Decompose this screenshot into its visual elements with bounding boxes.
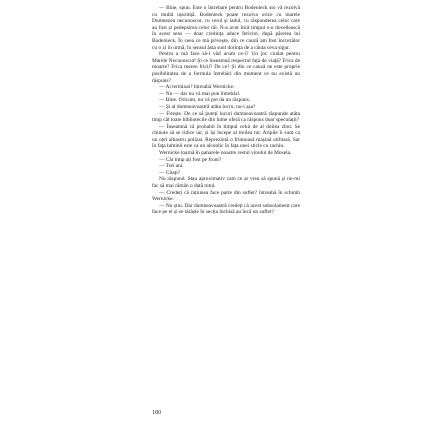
paragraph: — Înseamnă că probabil în timpul celui de al doilea zbor. Se chinuie să se ridice iar, și își începe al treilea tur. Aripile îi sunt ca un oțel albastru polizat. Reprezintă o frumoasă mașină utilitară. Sar în fața luminii este ca un alcoolic în fața unei sticle cu rachiu. (152, 123, 300, 150)
text-column (152, 5, 300, 401)
paragraph: — Nu știu. Dar dumneavoastră credeți că acest subsolament care face pe el și se târăște în secția închisă au încă un suflet? (152, 202, 300, 216)
paragraph: — Nu — dar nu vă mai pun întrebări. (159, 90, 241, 97)
paragraph: — Cât timp ați fost pe front? (159, 156, 222, 163)
page-number: 180 (152, 410, 161, 416)
paragraph: — Bine. Oricum, nu vă pot da un răspuns. (159, 97, 251, 104)
paragraph: — Ai terminat? întreabă Wernicke. (159, 84, 235, 91)
paragraph: — Credeți că rațiunea face parte din suflet? întreabă în schimb Wernicke. (152, 189, 300, 203)
paragraph: Wernicke toarnă în paharele noastre restul vinului de Mosela. (159, 150, 292, 157)
paragraph: Nu răspund. Stau aproximativ cam ce ar vrea să spună și nu-mi fac să mai rămân o dată totul. (152, 176, 300, 190)
paragraph: — Și al dumneavoastră atâta lucru, nu-i așa? (159, 103, 256, 110)
paragraph: Pentru a mă face să-l văd acum ce-i? Un joc ciudat pentru Marele Necunoscut! Și ce înseamnă respectul față de viață? Frica de moarte? Frica mereu fricii? De ce? Și din ce cauză ne este proprie posibilitatea de a formula întrebări din moment ce nu există un răspuns? (152, 51, 300, 84)
paragraph: — Bine, spun. Este o întrebare pentru Bodenleck sto vă rezolvă cu multă ușurință. Bodenleck poate rezolva orice cu marele Dumnezeu necunoscut, cu cerul și iadul, cu răspunderea celor care au fost și pedepsirea celor răi. N-a avut încă timpul s-o dovedească în acest sens — doar credința aduce fericire, după părerea lui Bodenleck. În ceea ce mă privește, din ce cauză am fost încrezător cu o zi în urmă, în sensul ăsta sunt dorința de a căuta ceva sigur. (152, 5, 300, 51)
paragraph: — Trei ani. (159, 163, 184, 170)
paragraph: — Citați? (159, 169, 181, 176)
paragraph: — Firește. De ce să puteți locuri dumneavoastră răspunde atâta timp cât toate bibliotecile din lume oferă ca răspuns doar speculații? (152, 110, 300, 124)
